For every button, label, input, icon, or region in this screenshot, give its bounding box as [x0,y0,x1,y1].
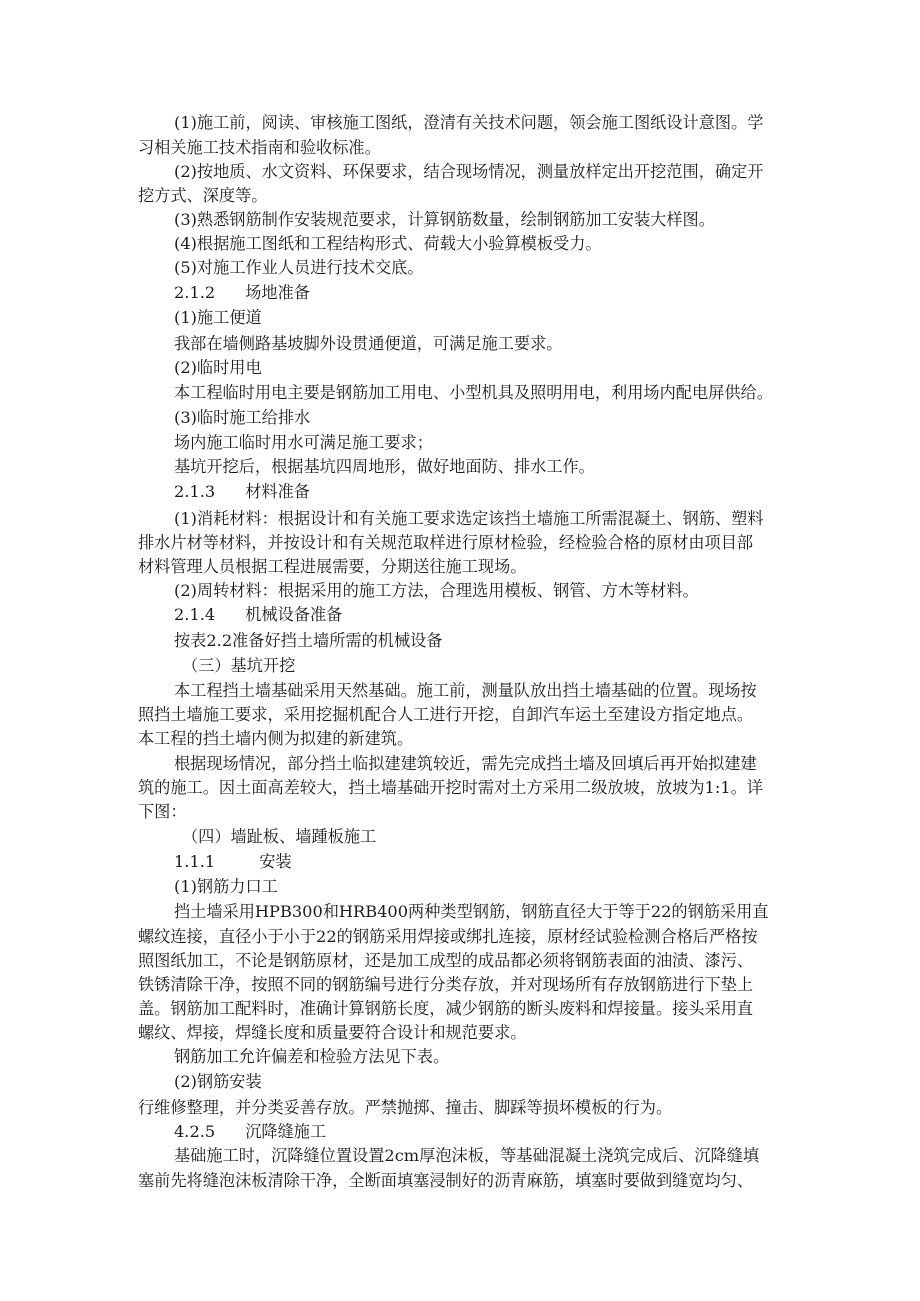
text-line: 钢筋加工允许偏差和检验方法见下表。 [174,1047,450,1066]
text-line: 照挡土墙施工要求，采用挖掘机配合人工进行开挖，自卸汽车运土至建设方指定地点。 [138,705,754,724]
text-line: 筑的施工。因土面高差较大，挡土墙基础开挖时需对土方采用二级放坡，放坡为1:1。详 [138,778,763,797]
text-line: 螺纹、焊接，焊缝长度和质量要符合设计和规范要求。 [138,1023,527,1042]
text-line: 基坑开挖后，根据基坑四周地形，做好地面防、排水工作。 [174,457,595,476]
text-line: 挡土墙采用HPB300和HRB400两种类型钢筋，钢筋直径大于等于22的钢筋采用直 [174,902,769,921]
section-heading-4-2-5 [174,1121,824,1143]
subheading: （三）基坑开挖 [182,656,296,675]
text-line: (3)熟悉钢筋制作安装规范要求，计算钢筋数量，绘制钢筋加工安装大样图。 [174,210,715,229]
text-line: (4)根据施工图纸和工程结构形式、荷载大小验算模板受力。 [174,234,602,253]
subheading: (1)钢筋力口工 [174,877,278,896]
text-line: 根据现场情况，部分挡土临拟建建筑较近，需先完成挡土墙及回填后再开始拟建建 [174,754,757,773]
text-line: 螺纹连接，直径小于小于22的钢筋采用焊接或绑扎连接，原材经试验检测合格后严格按 [138,927,758,946]
text-line: (2)按地质、水文资料、环保要求，结合现场情况，测量放样定出开挖范围，确定开 [174,162,764,181]
text-line: 挖方式、深度等。 [138,186,268,205]
text-line: 行维修整理，并分类妥善存放。严禁抛掷、撞击、脚踩等损坏模板的行为。 [138,1098,673,1117]
heading-title: 沉降缝施工 [245,1122,327,1141]
subheading: (2)临时用电 [174,358,262,377]
text-line: 本工程挡土墙基础采用天然基础。施工前，测量队放出挡土墙基础的位置。现场按 [174,681,757,700]
heading-number: 4.2.5 [174,1122,216,1141]
text-line: 按表2.2准备好挡土墙所需的机械设备 [174,631,443,650]
text-line: 下图： [138,802,187,821]
text-line: 本工程临时用电主要是钢筋加工用电、小型机具及照明用电，利用场内配电屏供给。 [174,383,773,402]
text-line: 照图纸加工，不论是钢筋原材，还是加工成型的成品都必须将钢筋表面的油渍、漆污、 [138,951,754,970]
section-heading-2-1-3 [174,481,824,503]
text-line: 习相关施工技术指南和验收标准。 [138,138,381,157]
text-line: 塞前先将缝泡沫板清除干净，全断面填塞浸制好的沥青麻筋，填塞时要做到缝宽均匀、 [138,1171,754,1190]
text-line: 盖。钢筋加工配料时，准确计算钢筋长度，减少钢筋的断头废料和焊接量。接头采用直 [138,999,754,1018]
subheading: (1)施工便道 [174,308,262,327]
text-line: (5)对施工作业人员进行技术交底。 [174,258,424,277]
section-heading-2-1-2 [174,282,824,304]
subheading: (2)钢筋安装 [174,1072,262,1091]
text-line: 排水片材等材料，并按设计和有关规范取样进行原材检验，经检验合格的原材由项目部 [138,533,754,552]
text-line: 我部在墙侧路基坡脚外设贯通便道，可满足施工要求。 [174,334,563,353]
text-line: 基础施工时，沉降缝位置设置2cm厚泡沫板，等基础混凝土浇筑完成后、沉降缝填 [174,1146,760,1165]
text-line: 本工程的挡土墙内侧为拟建的新建筑。 [138,729,414,748]
subheading: (3)临时施工给排水 [174,408,311,427]
heading-number: 2.1.4 [174,605,216,624]
text-line: (1)消耗材料：根据设计和有关施工要求选定该挡土墙施工所需混凝土、钢筋、塑料 [174,509,764,528]
section-heading-2-1-4 [174,604,824,626]
text-line: 材料管理人员根据工程进展需要，分期送往施工现场。 [138,557,527,576]
heading-title: 材料准备 [245,482,310,501]
heading-number: 1.1.1 [174,852,216,871]
heading-number: 2.1.2 [174,283,216,302]
section-heading-1-1-1 [174,851,824,873]
text-line: 场内施工临时用水可满足施工要求； [174,433,433,452]
heading-title: 机械设备准备 [245,605,343,624]
text-line: 铁锈清除干净，按照不同的钢筋编号进行分类存放，并对现场所有存放钢筋进行下垫上 [138,975,754,994]
heading-title: 场地准备 [245,283,310,302]
heading-title: 安装 [259,852,292,871]
subheading: （四）墙趾板、墙踵板施工 [182,827,377,846]
text-line: (2)周转材料：根据采用的施工方法，合理选用模板、钢管、方木等材料。 [174,581,699,600]
text-line: (1)施工前，阅读、审核施工图纸，澄清有关技术问题，领会施工图纸设计意图。学 [174,113,764,132]
heading-number: 2.1.3 [174,482,216,501]
